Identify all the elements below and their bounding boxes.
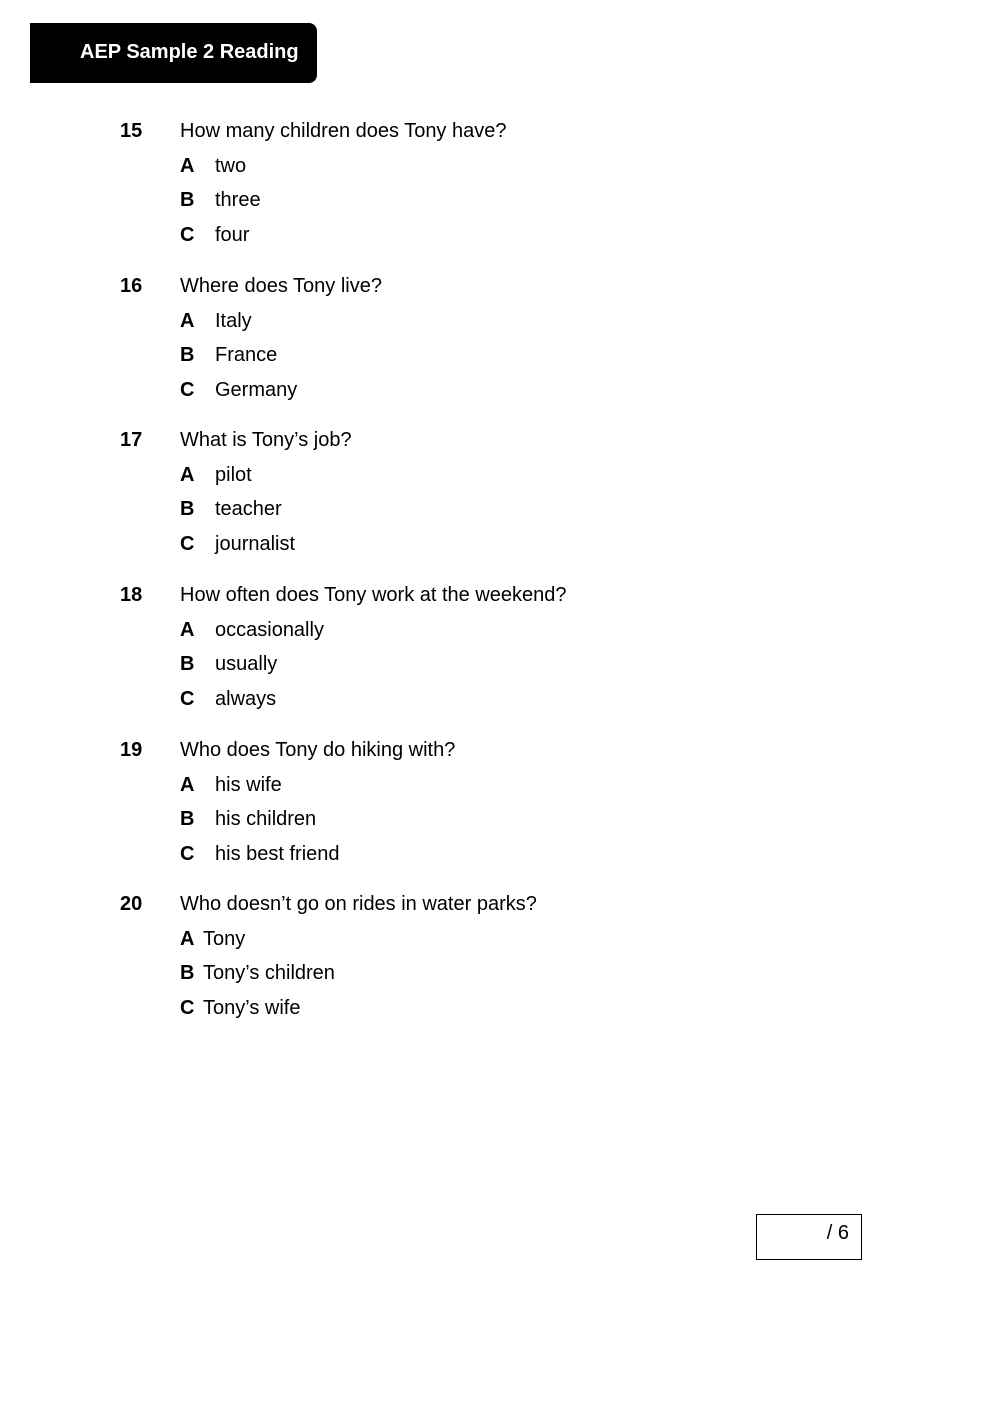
option-text: his best friend (215, 842, 340, 865)
question-15 (120, 119, 880, 247)
option-letter: A (180, 154, 195, 177)
section-title: AEP Sample 2 Reading (80, 41, 299, 63)
option-text: two (215, 154, 247, 177)
question-19 (120, 738, 880, 866)
option-b[interactable] (120, 188, 880, 212)
option-letter: B (180, 498, 195, 520)
option-letter: A (180, 309, 195, 332)
question-number: 18 (120, 584, 143, 606)
option-letter: C (180, 223, 195, 246)
question-number: 16 (120, 275, 143, 297)
option-b[interactable] (120, 807, 880, 831)
option-text: France (215, 344, 278, 366)
option-a[interactable] (120, 154, 880, 178)
option-text: Germany (215, 378, 298, 401)
option-a[interactable] (120, 927, 880, 951)
option-a[interactable] (120, 463, 880, 487)
option-a[interactable] (120, 618, 880, 642)
option-text: his wife (215, 773, 282, 796)
score-box[interactable] (756, 1214, 862, 1260)
option-b[interactable] (120, 343, 880, 367)
option-c[interactable] (120, 378, 880, 402)
option-text: occasionally (215, 618, 324, 641)
question-20 (120, 892, 880, 1020)
question-text: How many children does Tony have? (180, 120, 507, 142)
option-text: usually (215, 653, 278, 675)
option-letter: A (180, 463, 195, 486)
option-letter: B (180, 344, 195, 366)
question-number: 19 (120, 739, 143, 761)
option-text: Tony (203, 927, 246, 950)
option-letter: C (180, 842, 195, 865)
question-number: 17 (120, 429, 143, 451)
option-letter: C (180, 687, 195, 710)
question-number: 20 (120, 893, 143, 915)
option-b[interactable] (120, 961, 880, 985)
option-a[interactable] (120, 773, 880, 797)
section-header (30, 23, 317, 83)
option-b[interactable] (120, 652, 880, 676)
option-c[interactable] (120, 223, 880, 247)
option-c[interactable] (120, 687, 880, 711)
option-a[interactable] (120, 309, 880, 333)
option-text: teacher (215, 498, 282, 520)
question-text: Who doesn’t go on rides in water parks? (180, 893, 537, 915)
option-letter: C (180, 378, 195, 401)
option-letter: C (180, 532, 195, 555)
option-letter: B (180, 189, 195, 211)
question-text: What is Tony’s job? (180, 429, 352, 451)
score-total: / 6 (826, 1222, 849, 1244)
question-18 (120, 583, 880, 711)
option-text: three (215, 189, 261, 211)
question-17 (120, 428, 880, 556)
option-text: Tony’s wife (203, 996, 301, 1019)
option-letter: B (180, 962, 195, 984)
option-text: Tony’s children (203, 962, 335, 984)
option-text: journalist (215, 532, 296, 555)
option-c[interactable] (120, 842, 880, 866)
option-text: pilot (215, 463, 252, 486)
question-number: 15 (120, 120, 143, 142)
question-text: How often does Tony work at the weekend? (180, 584, 567, 606)
option-letter: A (180, 773, 195, 796)
option-text: his children (215, 808, 317, 830)
option-text: always (215, 687, 277, 710)
option-letter: A (180, 618, 195, 641)
option-letter: B (180, 808, 195, 830)
option-letter: B (180, 653, 195, 675)
option-letter: A (180, 927, 195, 950)
question-text: Who does Tony do hiking with? (180, 739, 456, 761)
question-text: Where does Tony live? (180, 275, 382, 297)
option-b[interactable] (120, 497, 880, 521)
option-c[interactable] (120, 996, 880, 1020)
option-c[interactable] (120, 532, 880, 556)
option-text: four (215, 223, 250, 246)
option-letter: C (180, 996, 195, 1019)
option-text: Italy (215, 309, 252, 332)
question-16 (120, 274, 880, 402)
